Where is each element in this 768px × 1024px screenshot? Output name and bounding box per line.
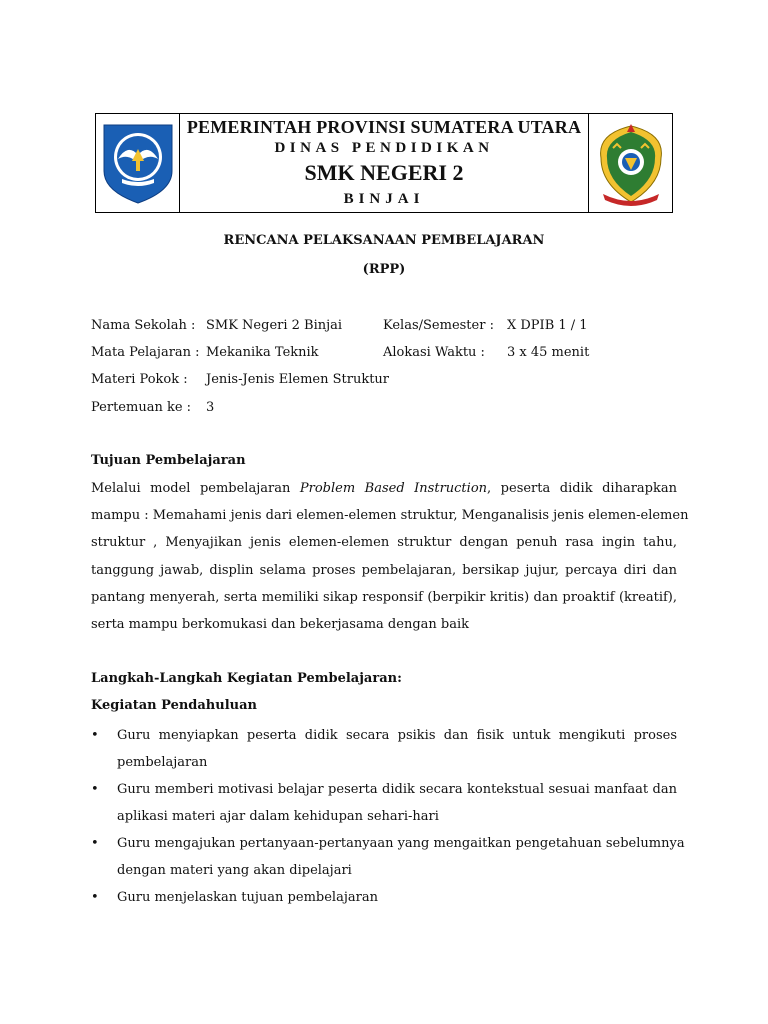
materi-value: Jenis-Jenis Elemen Struktur xyxy=(206,372,390,387)
list-item xyxy=(91,830,685,884)
list-item xyxy=(91,776,677,830)
tujuan-line-1-pre: Melalui model pembelajaran xyxy=(91,481,300,496)
tujuan-line-1 xyxy=(91,475,677,502)
tut-wuri-handayani-logo xyxy=(100,121,176,205)
list-item-line-1: Guru menjelaskan tujuan pembelajaran xyxy=(117,890,378,905)
alokasi-value: 3 x 45 menit xyxy=(507,345,590,360)
letterhead xyxy=(95,113,673,213)
document-subtitle: (RPP) xyxy=(362,262,406,277)
tujuan-paragraph xyxy=(91,475,689,638)
alokasi-label: Alokasi Waktu : xyxy=(383,345,485,360)
materi-label: Materi Pokok : xyxy=(91,372,188,387)
pendahuluan-list xyxy=(91,722,685,911)
nama-sekolah-label: Nama Sekolah : xyxy=(91,318,196,333)
langkah-heading: Langkah-Langkah Kegiatan Pembelajaran: xyxy=(91,671,402,686)
letterhead-right-cell xyxy=(588,114,672,212)
letterhead-left-cell xyxy=(96,114,180,212)
nama-sekolah-value: SMK Negeri 2 Binjai xyxy=(206,318,343,333)
tujuan-line-2: mampu : Memahami jenis dari elemen-elemen struktur, Menganalisis jenis elemen-elemen xyxy=(91,508,689,524)
letterhead-government: PEMERINTAH PROVINSI SUMATERA UTARA xyxy=(186,117,582,137)
mapel-label: Mata Pelajaran : xyxy=(91,345,200,360)
list-item xyxy=(91,884,677,911)
letterhead-city: BINJAI xyxy=(343,191,425,207)
bullet-icon: • xyxy=(91,728,99,743)
tujuan-line-6: serta mampu berkomukasi dan bekerjasama dengan baik xyxy=(91,616,470,632)
mapel-value: Mekanika Teknik xyxy=(206,345,319,360)
list-item-line-1: Guru mengajukan pertanyaan-pertanyaan yang mengaitkan pengetahuan sebelumnya xyxy=(117,836,685,851)
pertemuan-label: Pertemuan ke : xyxy=(91,400,192,415)
pendahuluan-heading: Kegiatan Pendahuluan xyxy=(91,698,257,713)
tujuan-line-1-post: , peserta didik diharapkan xyxy=(487,481,677,496)
sumatera-utara-emblem xyxy=(591,118,671,208)
kelas-value: X DPIB 1 / 1 xyxy=(507,318,588,333)
letterhead-department: DINAS PENDIDIKAN xyxy=(274,140,494,156)
letterhead-text xyxy=(180,114,588,212)
letterhead-school: SMK NEGERI 2 xyxy=(304,160,464,185)
list-item xyxy=(91,722,677,776)
document-title: RENCANA PELAKSANAAN PEMBELAJARAN xyxy=(223,233,545,248)
bullet-icon: • xyxy=(91,782,99,797)
pertemuan-value: 3 xyxy=(206,400,215,415)
list-item-line-2: pembelajaran xyxy=(117,755,208,770)
list-item-line-2: dengan materi yang akan dipelajari xyxy=(117,863,352,878)
bullet-icon: • xyxy=(91,836,99,851)
model-name-italic: Problem Based Instruction xyxy=(299,481,488,496)
tujuan-heading: Tujuan Pembelajaran xyxy=(91,453,246,468)
list-item-line-2: aplikasi materi ajar dalam kehidupan sehari-hari xyxy=(117,809,439,824)
kelas-label: Kelas/Semester : xyxy=(383,318,494,333)
tujuan-line-5: pantang menyerah, serta memiliki sikap responsif (berpikir kritis) dan proaktif (kreatif), xyxy=(91,589,677,605)
tujuan-line-3: struktur , Menyajikan jenis elemen-elemen struktur dengan penuh rasa ingin tahu, xyxy=(91,535,677,551)
bullet-icon: • xyxy=(91,890,99,905)
tujuan-line-4: tanggung jawab, displin selama proses pembelajaran, bersikap jujur, percaya diri dan xyxy=(91,562,677,578)
list-item-line-1: Guru memberi motivasi belajar peserta didik secara kontekstual sesuai manfaat dan xyxy=(117,782,677,797)
list-item-line-1: Guru menyiapkan peserta didik secara psikis dan fisik untuk mengikuti proses xyxy=(117,728,677,743)
